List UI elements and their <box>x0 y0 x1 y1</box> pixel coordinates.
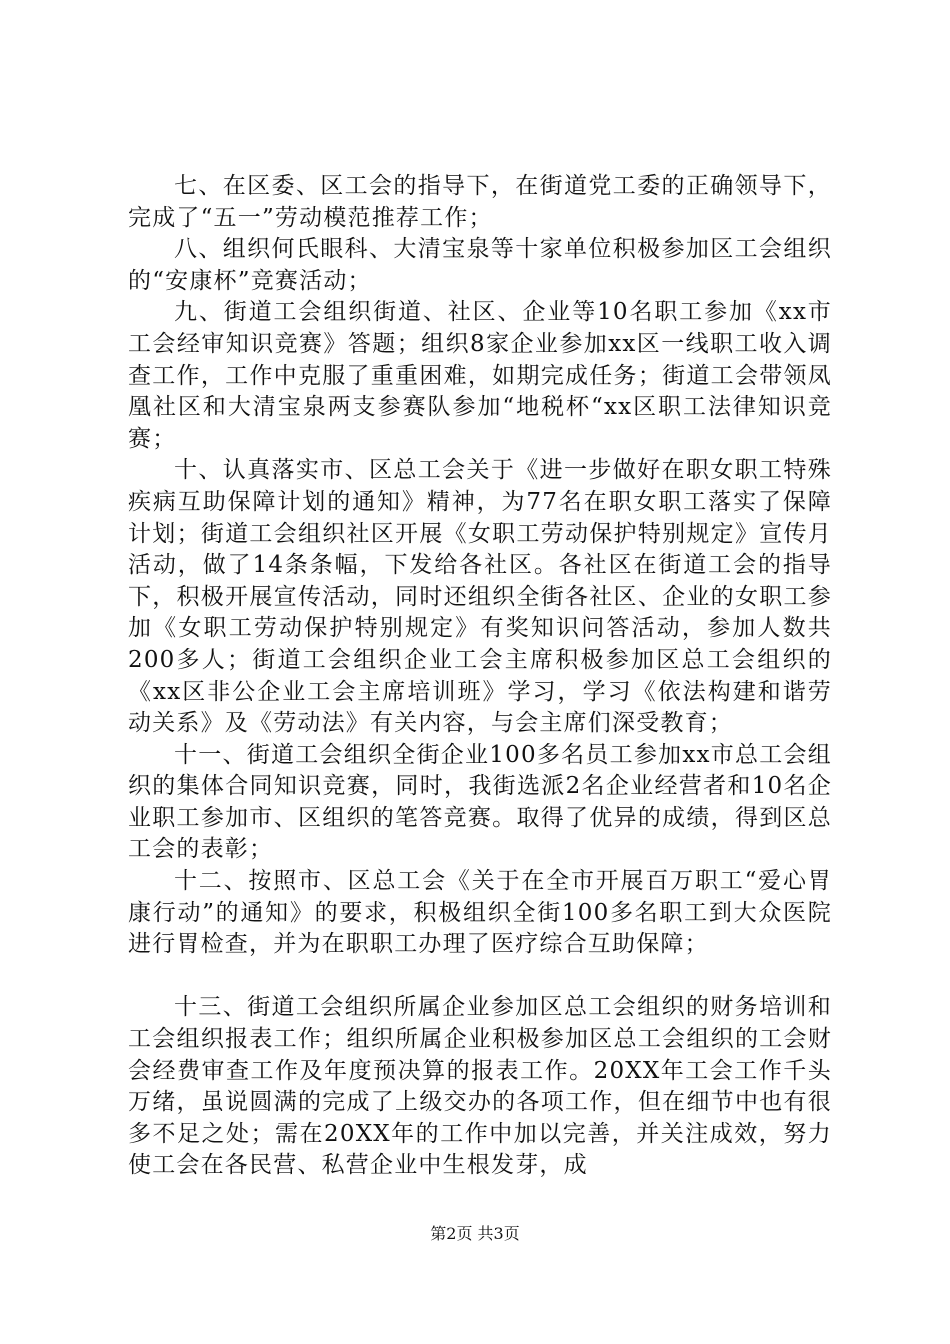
document-body <box>128 171 832 1182</box>
paragraph-13: 十三、街道工会组织所属企业参加区总工会组织的财务培训和工会组织报表工作；组织所属企业积极参加区总工会组织的工会财会经费审查工作及年度预决算的报表工作。20XX年工会工作千头万绪，虽说圆满的完成了上级交办的各项工作，但在细节中也有很多不足之处；需在20XX年的工作中加以完善，并关注成效，努力使工会在各民营、私营企业中生根发芽，成 <box>128 994 832 1179</box>
paragraph-10: 十、认真落实市、区总工会关于《进一步做好在职女职工特殊疾病互助保障计划的通知》精神，为77名在职女职工落实了保障计划；街道工会组织社区开展《女职工劳动保护特别规定》宣传月活动，做了14条条幅，下发给各社区。各社区在街道工会的指导下，积极开展宣传活动，同时还组织全街各社区、企业的女职工参加《女职工劳动保护特别规定》有奖知识问答活动，参加人数共200多人；街道工会组织企业工会主席积极参加区总工会组织的《xx区非公企业工会主席培训班》学习，学习《依法构建和谐劳动关系》及《劳动法》有关内容，与会主席们深受教育； <box>128 457 832 737</box>
paragraph-9: 九、街道工会组织街道、社区、企业等10名职工参加《xx市工会经审知识竞赛》答题；组织8家企业参加xx区一线职工收入调查工作，工作中克服了重重困难，如期完成任务；街道工会带领凤凰社区和大清宝泉两支参赛队参加“地税杯“xx区职工法律知识竞赛； <box>128 299 832 452</box>
paragraph-12: 十二、按照市、区总工会《关于在全市开展百万职工“爱心胃康行动”的通知》的要求，积极组织全街100多名职工到大众医院进行胃检查，并为在职职工办理了医疗综合互助保障； <box>128 868 832 958</box>
page-footer: 第2页 共3页 <box>430 1224 520 1243</box>
paragraph-8: 八、组织何氏眼科、大清宝泉等十家单位积极参加区工会组织的“安康杯”竞赛活动； <box>128 236 832 294</box>
paragraph-11: 十一、街道工会组织全街企业100多名员工参加xx市总工会组织的集体合同知识竞赛，同时，我街选派2名企业经营者和10名企业职工参加市、区组织的笔答竞赛。取得了优异的成绩，得到区总工会的表彰； <box>128 741 832 863</box>
paragraph-7: 七、在区委、区工会的指导下，在街道党工委的正确领导下，完成了“五一”劳动模范推荐工作； <box>128 173 832 231</box>
